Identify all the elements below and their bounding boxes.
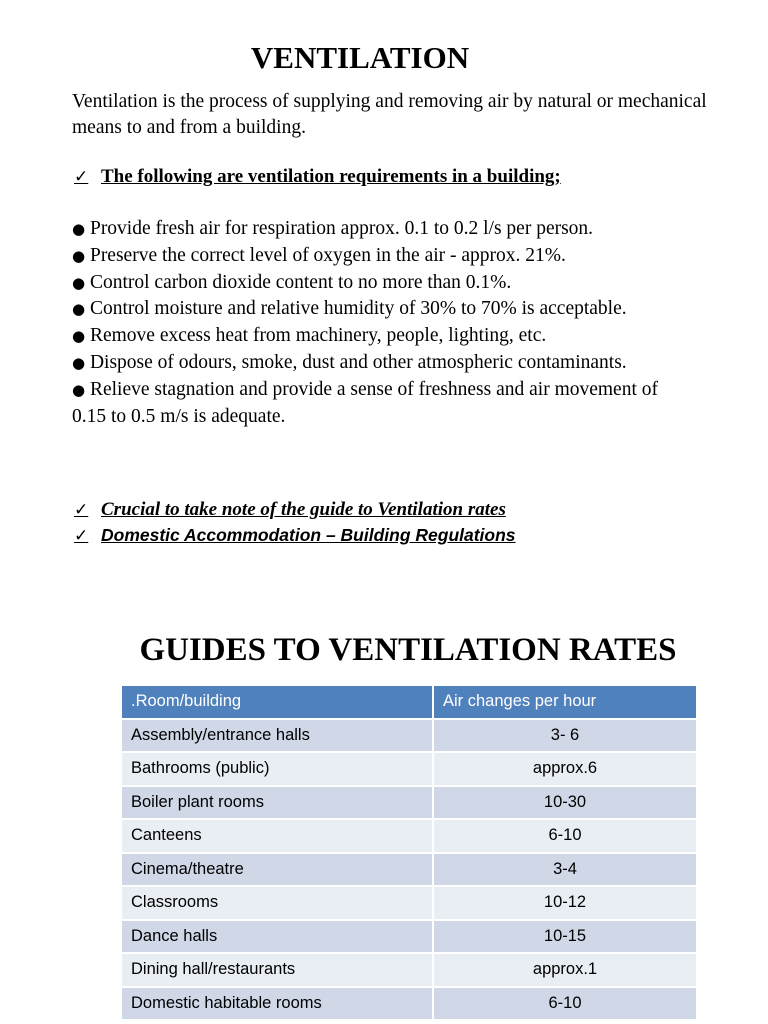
ventilation-rates-table <box>120 684 698 1021</box>
rate-cell: 6-10 <box>433 819 697 853</box>
table-row <box>121 853 697 887</box>
bullet-icon: ● <box>72 353 86 372</box>
room-cell: Boiler plant rooms <box>121 786 433 820</box>
list-item: ● Remove excess heat from machinery, people, lighting, etc. <box>72 325 547 347</box>
note-ventilation-rates <box>74 498 506 522</box>
table-row <box>121 886 697 920</box>
list-item: ● Control carbon dioxide content to no more than 0.1%. <box>72 271 512 293</box>
rate-cell: 6-10 <box>433 987 697 1021</box>
list-item: ● Relieve stagnation and provide a sense of freshness and air movement of 0.15 to 0.5 m/s is adequate. <box>72 378 659 427</box>
list-item: ● Preserve the correct level of oxygen in the air - approx. 21%. <box>72 244 566 266</box>
room-cell: Canteens <box>121 819 433 853</box>
room-cell: Assembly/entrance halls <box>121 719 433 753</box>
list-item: ● Dispose of odours, smoke, dust and other atmospheric contaminants. <box>72 351 627 373</box>
page-title: VENTILATION <box>250 40 470 75</box>
bullet-icon: ● <box>72 300 86 319</box>
room-cell: Classrooms <box>121 886 433 920</box>
room-cell: Cinema/theatre <box>121 853 433 887</box>
bullet-icon: ● <box>72 380 86 399</box>
rate-cell: 10-30 <box>433 786 697 820</box>
rate-cell: approx.6 <box>433 752 697 786</box>
bullet-icon: ● <box>72 246 86 265</box>
room-cell: Bathrooms (public) <box>121 752 433 786</box>
table-row <box>121 752 697 786</box>
requirements-list <box>72 216 672 429</box>
table-row <box>121 819 697 853</box>
requirements-heading <box>74 165 561 189</box>
bullet-icon: ● <box>72 273 86 292</box>
rate-cell: 10-15 <box>433 920 697 954</box>
check-mark-icon: ✓ <box>74 500 89 520</box>
room-cell: Dining hall/restaurants <box>121 953 433 987</box>
room-cell: Domestic habitable rooms <box>121 987 433 1021</box>
note-text: Domestic Accommodation – Building Regulations <box>101 525 516 545</box>
table-row <box>121 786 697 820</box>
table-row <box>121 953 697 987</box>
table-row <box>121 719 697 753</box>
guide-title: GUIDES TO VENTILATION RATES <box>139 632 677 668</box>
note-building-regulations <box>74 523 516 548</box>
room-cell: Dance halls <box>121 920 433 954</box>
column-header-air-changes: Air changes per hour <box>433 685 697 719</box>
requirements-heading-text: The following are ventilation requirements in a building; <box>101 166 561 187</box>
rate-cell: approx.1 <box>433 953 697 987</box>
note-text: Crucial to take note of the guide to Ventilation rates <box>101 499 506 520</box>
table-row <box>121 987 697 1021</box>
list-item: ● Provide fresh air for respiration approx. 0.1 to 0.2 l/s per person. <box>72 218 594 239</box>
bullet-icon: ● <box>72 327 86 346</box>
rate-cell: 10-12 <box>433 886 697 920</box>
rate-cell: 3-4 <box>433 853 697 887</box>
intro-paragraph: Ventilation is the process of supplying and removing air by natural or mechanical means to and from a building. <box>72 91 707 138</box>
table-row <box>121 920 697 954</box>
rate-cell: 3- 6 <box>433 719 697 753</box>
column-header-room: .Room/building <box>121 685 433 719</box>
table-header-row <box>121 685 697 719</box>
list-item: ● Control moisture and relative humidity of 30% to 70% is acceptable. <box>72 298 627 320</box>
check-mark-icon: ✓ <box>74 526 89 546</box>
check-mark-icon: ✓ <box>74 167 89 187</box>
bullet-icon: ● <box>72 220 86 238</box>
